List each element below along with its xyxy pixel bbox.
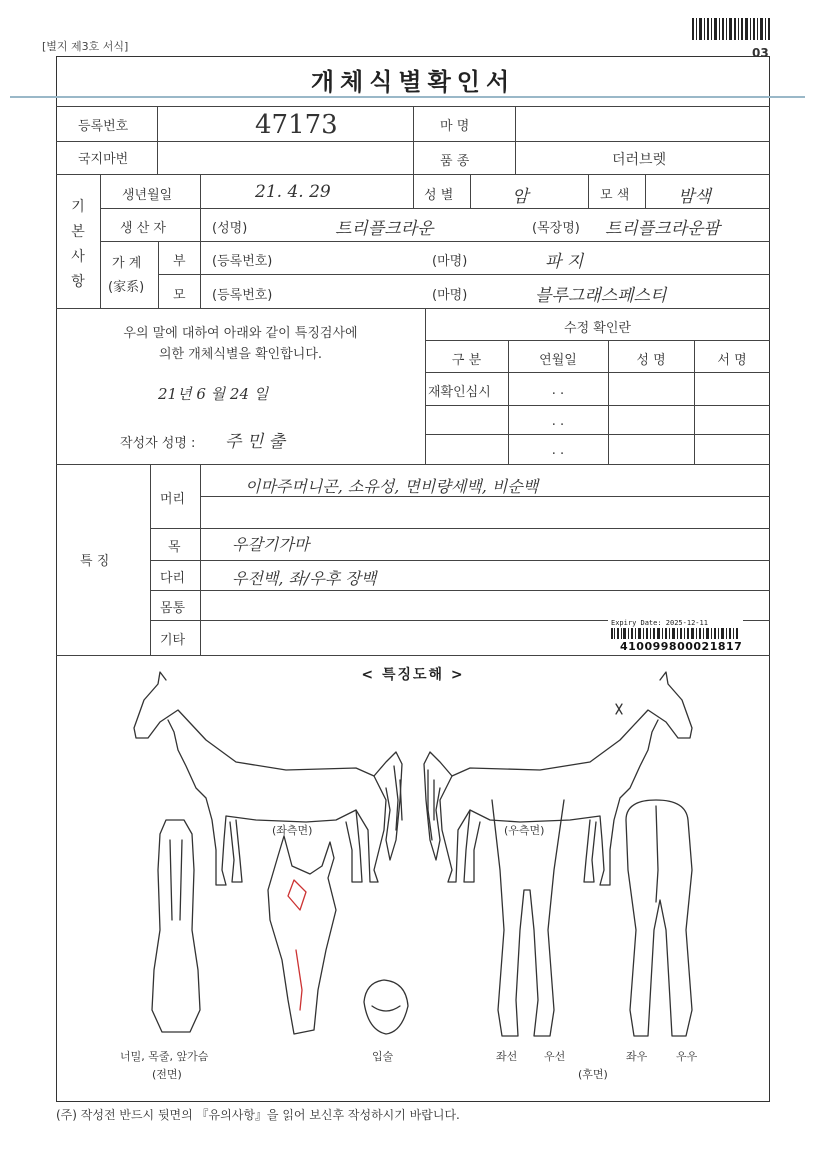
sticker-barcode-icon xyxy=(611,628,739,639)
right-side-caption: (우측면) xyxy=(504,824,545,837)
other-label: 기타 xyxy=(160,633,186,648)
form-label: [별지 제3호 서식] xyxy=(42,40,129,53)
col-name: 성 명 xyxy=(636,353,666,368)
left-hind-caption: 좌우 xyxy=(626,1050,648,1063)
expiry-date: Expiry Date: 2025-12-11 xyxy=(611,619,708,627)
diagram-title: < 특징도해 > xyxy=(361,667,465,683)
sire-reg-label: (등록번호) xyxy=(212,254,273,269)
confirmation-date: 21년 6 월 24 일 xyxy=(158,385,269,403)
head-value: 이마주머니곤, 소유성, 면비량세백, 비순백 xyxy=(245,477,539,496)
sex-value: 암 xyxy=(512,187,529,207)
producer-label: 생 산 자 xyxy=(120,221,166,236)
neck-label: 목 xyxy=(168,540,181,555)
basic-info-section-label: 기본사항 xyxy=(71,199,85,290)
rule xyxy=(413,174,414,208)
rule xyxy=(56,464,770,465)
legs-value: 우전백, 좌/우후 장백 xyxy=(232,569,377,588)
page-number: 03 xyxy=(752,46,769,60)
rule xyxy=(413,106,414,174)
front-caption: 너밀, 목줄, 앞가슴 xyxy=(120,1050,209,1063)
muzzle-caption: 입술 xyxy=(372,1050,394,1063)
rule xyxy=(588,174,589,208)
farm-value: 트리플크라운팜 xyxy=(605,219,720,239)
right-front-caption: 우선 xyxy=(544,1050,566,1063)
producer-name-label: (성명) xyxy=(212,221,248,236)
reg-no-value: 47173 xyxy=(255,110,338,140)
rule xyxy=(425,372,770,373)
rule xyxy=(470,174,471,208)
birth-value: 21. 4. 29 xyxy=(255,182,331,202)
color-label: 모 색 xyxy=(600,188,630,203)
sire-name-value: 파 지 xyxy=(545,252,584,272)
author-value: 주 민 출 xyxy=(225,432,286,452)
head-label: 머리 xyxy=(160,492,186,507)
dam-name-label: (마명) xyxy=(432,288,468,303)
left-side-caption: (좌측면) xyxy=(272,824,313,837)
rule xyxy=(150,528,770,529)
rule xyxy=(200,174,201,308)
legs-label: 다리 xyxy=(160,571,186,586)
rear-view-caption: (후면) xyxy=(578,1068,608,1081)
footer-note: (주) 작성전 반드시 뒷면의 『유의사항』을 읽어 보신후 작성하시기 바랍니다. xyxy=(56,1108,460,1122)
author-label: 작성자 성명 : xyxy=(120,436,196,451)
rule xyxy=(56,308,770,309)
microchip-label: 국지마번 xyxy=(78,152,129,167)
horse-muzzle-icon xyxy=(364,980,408,1034)
dam-reg-label: (등록번호) xyxy=(212,288,273,303)
horse-left-side-icon xyxy=(134,672,402,885)
rule xyxy=(425,405,770,406)
front-view-caption: (전면) xyxy=(152,1068,182,1081)
farm-label: (목장명) xyxy=(532,221,580,236)
reg-no-label: 등록번호 xyxy=(78,119,129,134)
sire-name-label: (마명) xyxy=(432,254,468,269)
rule xyxy=(100,174,101,308)
recheck-date: . . xyxy=(551,414,565,429)
rule xyxy=(515,106,516,174)
rule xyxy=(158,241,159,308)
pedigree-hanja: (家系) xyxy=(108,280,145,295)
features-section-label: 특 징 xyxy=(80,554,110,569)
page-title: 개체식별확인서 xyxy=(310,68,516,96)
horse-front-neck-icon xyxy=(152,820,200,1032)
col-date: 연월일 xyxy=(539,353,577,368)
breed-label: 품 종 xyxy=(440,154,470,169)
barcode-icon xyxy=(692,18,772,40)
right-hind-caption: 우우 xyxy=(676,1050,698,1063)
neck-value: 우갈기가마 xyxy=(232,535,310,554)
sire-label: 부 xyxy=(173,254,186,269)
sex-label: 성 별 xyxy=(424,188,454,203)
recheck-row-label: 재확인심시 xyxy=(428,385,491,400)
recheck-date: . . xyxy=(551,383,565,398)
horse-rear-icon xyxy=(626,800,692,1036)
pedigree-label: 가 계 xyxy=(112,256,142,271)
dam-name-value: 블루그래스페스티 xyxy=(535,286,667,306)
confirmation-text-1: 우의 말에 대하여 아래와 같이 특징검사에 xyxy=(123,326,358,341)
rule xyxy=(150,590,770,591)
rule xyxy=(157,106,158,174)
horse-right-side-icon xyxy=(424,672,692,885)
confirmation-text-2: 의한 개체식별을 확인합니다. xyxy=(158,347,323,362)
rule xyxy=(425,434,770,435)
sticker-number: 410099800021817 xyxy=(620,640,743,653)
horse-head-front-icon xyxy=(268,836,336,1034)
revision-title: 수정 확인란 xyxy=(564,321,631,336)
recheck-date: . . xyxy=(551,443,565,458)
rule xyxy=(425,340,770,341)
breed-value: 더러브렛 xyxy=(612,152,667,168)
rule xyxy=(645,174,646,208)
horse-diagram xyxy=(56,670,770,1100)
dam-label: 모 xyxy=(173,288,186,303)
col-category: 구 분 xyxy=(451,353,482,368)
rule xyxy=(158,274,770,275)
left-front-caption: 좌선 xyxy=(496,1050,518,1063)
color-value: 밤색 xyxy=(678,187,711,207)
producer-name-value: 트리플크라운 xyxy=(335,219,434,239)
birth-label: 생년월일 xyxy=(122,188,173,203)
rule xyxy=(150,560,770,561)
body-label: 몸통 xyxy=(160,601,186,616)
rule xyxy=(56,655,770,656)
col-signature: 서 명 xyxy=(717,353,747,368)
horse-name-label: 마 명 xyxy=(440,119,470,134)
